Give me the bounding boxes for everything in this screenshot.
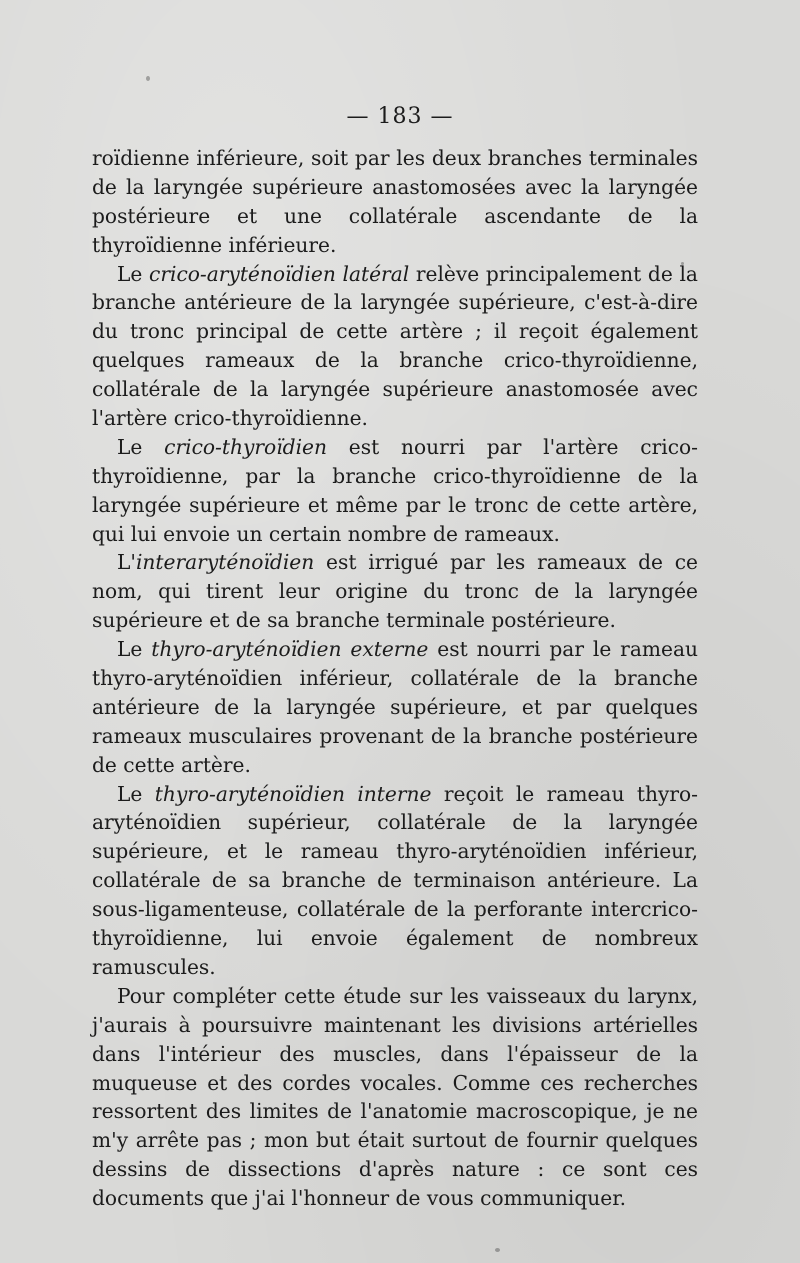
paragraph-6 (92, 780, 698, 982)
text-run: reçoit le rameau thyro-aryténoïdien supérieur, collatérale de la laryngée supérieure, et le rameau thyro-aryténoïdien inférieur, collatérale de sa branche de terminaison antérieure. La sous-ligamenteuse, collatérale de la perforante intercrico-thyroïdienne, lui envoie également de nombreux ramuscules. (92, 781, 698, 979)
paragraph-1 (92, 144, 698, 260)
text-run: Le (117, 261, 150, 286)
body-text (92, 144, 698, 1213)
ink-speck (146, 76, 150, 81)
italic-term: interaryténoïdien (135, 550, 315, 575)
italic-term: thyro-aryténoïdien externe (151, 637, 429, 662)
text-run: Le (117, 781, 155, 806)
paragraph-7 (92, 982, 698, 1213)
text-run: L' (117, 550, 136, 575)
italic-term: thyro-aryténoïdien interne (154, 781, 432, 806)
text-run: Le (117, 637, 152, 662)
italic-term: crico-thyroïdien (164, 434, 327, 459)
paragraph-2 (92, 260, 698, 433)
paragraph-4 (92, 548, 698, 635)
text-run: Pour compléter cette étude sur les vaisseaux du larynx, j'aurais à poursuivre maintenant les divisions artérielles dans l'intérieur des muscles, dans l'épaisseur de la muqueuse et des cordes vocales. Comme ces recherches ressortent des limites de l'anatomie macroscopique, je ne m'y arrête pas ; mon but était surtout de fournir quelques dessins de dissections d'après nature : ce sont ces documents que j'ai l'honneur de vous communiquer. (92, 983, 698, 1211)
text-run: relève principalement de la branche antérieure de la laryngée supérieure, c'est-à-dire du tronc principal de cette artère ; il reçoit également quelques rameaux de la branche crico-thyroïdienne, collatérale de la laryngée supérieure anastomosée avec l'artère crico-thyroïdienne. (92, 261, 698, 431)
page-number: — 183 — (346, 104, 454, 129)
paragraph-3 (92, 433, 698, 549)
text-run: roïdienne inférieure, soit par les deux branches terminales de la laryngée supérieure anastomosées avec la laryngée postérieure et une collatérale ascendante de la thyroïdienne inférieure. (92, 146, 698, 257)
text-run: est nourri par le rameau thyro-aryténoïdien inférieur, collatérale de la branche antérieure de la laryngée supérieure, et par quelques rameaux musculaires provenant de la branche postérieure de cette artère. (92, 637, 698, 777)
text-run: est nourri par l'artère crico-thyroïdienne, par la branche crico-thyroïdienne de la laryngée supérieure et même par le tronc de cette artère, qui lui envoie un certain nombre de rameaux. (92, 434, 698, 546)
text-run: est irrigué par les rameaux de ce nom, qui tirent leur origine du tronc de la laryngée supérieure et de sa branche terminale postérieure. (92, 550, 698, 633)
text-run: Le (117, 434, 165, 459)
paragraph-5 (92, 635, 698, 779)
ink-speck (495, 1248, 500, 1252)
italic-term: crico-aryténoïdien latéral (149, 261, 410, 286)
